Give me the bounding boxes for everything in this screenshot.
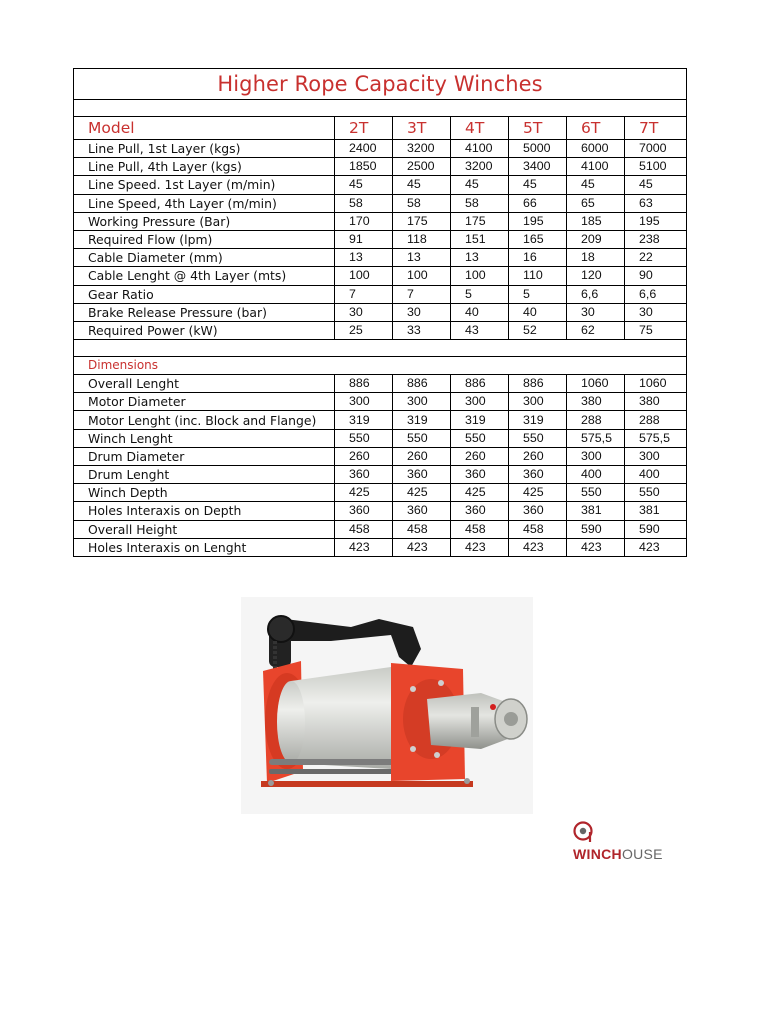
value-cell: 18 <box>567 249 625 267</box>
winch-image <box>241 597 533 814</box>
value-cell: 458 <box>509 520 567 538</box>
value-cell: 550 <box>509 429 567 447</box>
value-cell: 319 <box>451 411 509 429</box>
spec-row <box>74 303 687 321</box>
value-cell: 58 <box>393 194 451 212</box>
value-cell: 550 <box>567 484 625 502</box>
spec-row <box>74 230 687 248</box>
value-cell: 360 <box>451 466 509 484</box>
value-cell: 58 <box>335 194 393 212</box>
value-cell: 360 <box>335 502 393 520</box>
value-cell: 65 <box>567 194 625 212</box>
value-cell: 40 <box>509 303 567 321</box>
value-cell: 4100 <box>567 158 625 176</box>
spec-row <box>74 321 687 339</box>
spec-row <box>74 158 687 176</box>
value-cell: 100 <box>335 267 393 285</box>
value-cell: 100 <box>451 267 509 285</box>
model-header-cell: 7T <box>625 117 687 140</box>
value-cell: 58 <box>451 194 509 212</box>
value-cell: 33 <box>393 321 451 339</box>
value-cell: 195 <box>625 212 687 230</box>
value-cell: 13 <box>451 249 509 267</box>
value-cell: 5 <box>451 285 509 303</box>
value-cell: 458 <box>393 520 451 538</box>
dimension-row <box>74 502 687 520</box>
value-cell: 13 <box>335 249 393 267</box>
value-cell: 550 <box>335 429 393 447</box>
value-cell: 43 <box>451 321 509 339</box>
value-cell: 5 <box>509 285 567 303</box>
value-cell: 5100 <box>625 158 687 176</box>
row-label: Motor Diameter <box>74 393 335 411</box>
spec-row <box>74 249 687 267</box>
value-cell: 360 <box>393 466 451 484</box>
value-cell: 423 <box>393 538 451 556</box>
value-cell: 300 <box>567 447 625 465</box>
value-cell: 300 <box>625 447 687 465</box>
value-cell: 590 <box>567 520 625 538</box>
value-cell: 45 <box>393 176 451 194</box>
value-cell: 5000 <box>509 140 567 158</box>
value-cell: 425 <box>335 484 393 502</box>
dimension-row <box>74 411 687 429</box>
value-cell: 886 <box>509 375 567 393</box>
value-cell: 590 <box>625 520 687 538</box>
value-cell: 7 <box>335 285 393 303</box>
value-cell: 425 <box>393 484 451 502</box>
spacer-row <box>74 100 687 117</box>
spec-row <box>74 176 687 194</box>
value-cell: 423 <box>625 538 687 556</box>
row-label: Gear Ratio <box>74 285 335 303</box>
value-cell: 886 <box>335 375 393 393</box>
logo-mark-icon <box>573 820 597 844</box>
title-row <box>74 69 687 100</box>
value-cell: 400 <box>625 466 687 484</box>
value-cell: 400 <box>567 466 625 484</box>
value-cell: 260 <box>335 447 393 465</box>
row-label: Line Pull, 4th Layer (kgs) <box>74 158 335 176</box>
value-cell: 6,6 <box>567 285 625 303</box>
row-label: Line Speed, 4th Layer (m/min) <box>74 194 335 212</box>
value-cell: 30 <box>625 303 687 321</box>
model-header-cell: 4T <box>451 117 509 140</box>
value-cell: 7 <box>393 285 451 303</box>
row-label: Overall Lenght <box>74 375 335 393</box>
value-cell: 575,5 <box>625 429 687 447</box>
value-cell: 165 <box>509 230 567 248</box>
dimension-row <box>74 484 687 502</box>
value-cell: 300 <box>451 393 509 411</box>
dimensions-label: Dimensions <box>74 357 687 375</box>
value-cell: 30 <box>567 303 625 321</box>
value-cell: 288 <box>625 411 687 429</box>
value-cell: 63 <box>625 194 687 212</box>
value-cell: 300 <box>393 393 451 411</box>
value-cell: 423 <box>335 538 393 556</box>
value-cell: 66 <box>509 194 567 212</box>
page-title: Higher Rope Capacity Winches <box>74 69 687 100</box>
dimension-row <box>74 466 687 484</box>
value-cell: 425 <box>451 484 509 502</box>
value-cell: 3200 <box>393 140 451 158</box>
value-cell: 175 <box>393 212 451 230</box>
row-label: Brake Release Pressure (bar) <box>74 303 335 321</box>
model-header-cell: 5T <box>509 117 567 140</box>
spec-row <box>74 194 687 212</box>
value-cell: 52 <box>509 321 567 339</box>
value-cell: 360 <box>509 502 567 520</box>
value-cell: 423 <box>509 538 567 556</box>
model-header-cell: 2T <box>335 117 393 140</box>
winch-photo <box>241 597 533 814</box>
value-cell: 300 <box>335 393 393 411</box>
value-cell: 550 <box>625 484 687 502</box>
row-label: Line Speed. 1st Layer (m/min) <box>74 176 335 194</box>
value-cell: 360 <box>451 502 509 520</box>
value-cell: 151 <box>451 230 509 248</box>
value-cell: 4100 <box>451 140 509 158</box>
row-label: Cable Diameter (mm) <box>74 249 335 267</box>
row-label: Line Pull, 1st Layer (kgs) <box>74 140 335 158</box>
value-cell: 3400 <box>509 158 567 176</box>
spec-row <box>74 140 687 158</box>
value-cell: 238 <box>625 230 687 248</box>
value-cell: 90 <box>625 267 687 285</box>
spec-row <box>74 267 687 285</box>
value-cell: 3200 <box>451 158 509 176</box>
value-cell: 110 <box>509 267 567 285</box>
value-cell: 25 <box>335 321 393 339</box>
model-header-cell: 6T <box>567 117 625 140</box>
value-cell: 380 <box>567 393 625 411</box>
row-label: Drum Diameter <box>74 447 335 465</box>
value-cell: 45 <box>509 176 567 194</box>
value-cell: 45 <box>625 176 687 194</box>
value-cell: 425 <box>509 484 567 502</box>
value-cell: 288 <box>567 411 625 429</box>
value-cell: 100 <box>393 267 451 285</box>
value-cell: 381 <box>567 502 625 520</box>
value-cell: 209 <box>567 230 625 248</box>
value-cell: 91 <box>335 230 393 248</box>
value-cell: 13 <box>393 249 451 267</box>
row-label: Drum Lenght <box>74 466 335 484</box>
value-cell: 886 <box>393 375 451 393</box>
row-label: Cable Lenght @ 4th Layer (mts) <box>74 267 335 285</box>
value-cell: 175 <box>451 212 509 230</box>
winchouse-logo <box>573 820 663 866</box>
row-label: Holes Interaxis on Lenght <box>74 538 335 556</box>
dimension-row <box>74 393 687 411</box>
spec-row <box>74 212 687 230</box>
dimension-row <box>74 520 687 538</box>
value-cell: 458 <box>451 520 509 538</box>
value-cell: 550 <box>451 429 509 447</box>
value-cell: 423 <box>567 538 625 556</box>
value-cell: 40 <box>451 303 509 321</box>
model-header-row <box>74 117 687 140</box>
value-cell: 260 <box>393 447 451 465</box>
row-label: Required Flow (lpm) <box>74 230 335 248</box>
value-cell: 2500 <box>393 158 451 176</box>
value-cell: 120 <box>567 267 625 285</box>
value-cell: 75 <box>625 321 687 339</box>
row-label: Motor Lenght (inc. Block and Flange) <box>74 411 335 429</box>
value-cell: 118 <box>393 230 451 248</box>
value-cell: 319 <box>393 411 451 429</box>
row-label: Required Power (kW) <box>74 321 335 339</box>
value-cell: 62 <box>567 321 625 339</box>
logo-wordmark: WINCHOUSE <box>573 846 663 862</box>
value-cell: 575,5 <box>567 429 625 447</box>
value-cell: 423 <box>451 538 509 556</box>
value-cell: 185 <box>567 212 625 230</box>
value-cell: 170 <box>335 212 393 230</box>
value-cell: 380 <box>625 393 687 411</box>
spec-row <box>74 285 687 303</box>
spec-table <box>73 68 687 557</box>
value-cell: 1850 <box>335 158 393 176</box>
row-label: Winch Depth <box>74 484 335 502</box>
value-cell: 45 <box>567 176 625 194</box>
spacer-row <box>74 340 687 357</box>
dimension-row <box>74 375 687 393</box>
model-header-cell: 3T <box>393 117 451 140</box>
value-cell: 360 <box>393 502 451 520</box>
value-cell: 319 <box>335 411 393 429</box>
value-cell: 195 <box>509 212 567 230</box>
value-cell: 1060 <box>625 375 687 393</box>
dimensions-header-row <box>74 357 687 375</box>
value-cell: 360 <box>509 466 567 484</box>
value-cell: 2400 <box>335 140 393 158</box>
value-cell: 45 <box>451 176 509 194</box>
value-cell: 6,6 <box>625 285 687 303</box>
value-cell: 360 <box>335 466 393 484</box>
value-cell: 260 <box>451 447 509 465</box>
model-label: Model <box>74 117 335 140</box>
value-cell: 7000 <box>625 140 687 158</box>
dimension-row <box>74 429 687 447</box>
row-label: Overall Height <box>74 520 335 538</box>
value-cell: 550 <box>393 429 451 447</box>
value-cell: 1060 <box>567 375 625 393</box>
value-cell: 30 <box>335 303 393 321</box>
value-cell: 381 <box>625 502 687 520</box>
value-cell: 45 <box>335 176 393 194</box>
value-cell: 22 <box>625 249 687 267</box>
value-cell: 260 <box>509 447 567 465</box>
value-cell: 458 <box>335 520 393 538</box>
value-cell: 6000 <box>567 140 625 158</box>
value-cell: 886 <box>451 375 509 393</box>
dimension-row <box>74 447 687 465</box>
row-label: Winch Lenght <box>74 429 335 447</box>
dimension-row <box>74 538 687 556</box>
value-cell: 300 <box>509 393 567 411</box>
row-label: Working Pressure (Bar) <box>74 212 335 230</box>
row-label: Holes Interaxis on Depth <box>74 502 335 520</box>
value-cell: 30 <box>393 303 451 321</box>
value-cell: 16 <box>509 249 567 267</box>
value-cell: 319 <box>509 411 567 429</box>
